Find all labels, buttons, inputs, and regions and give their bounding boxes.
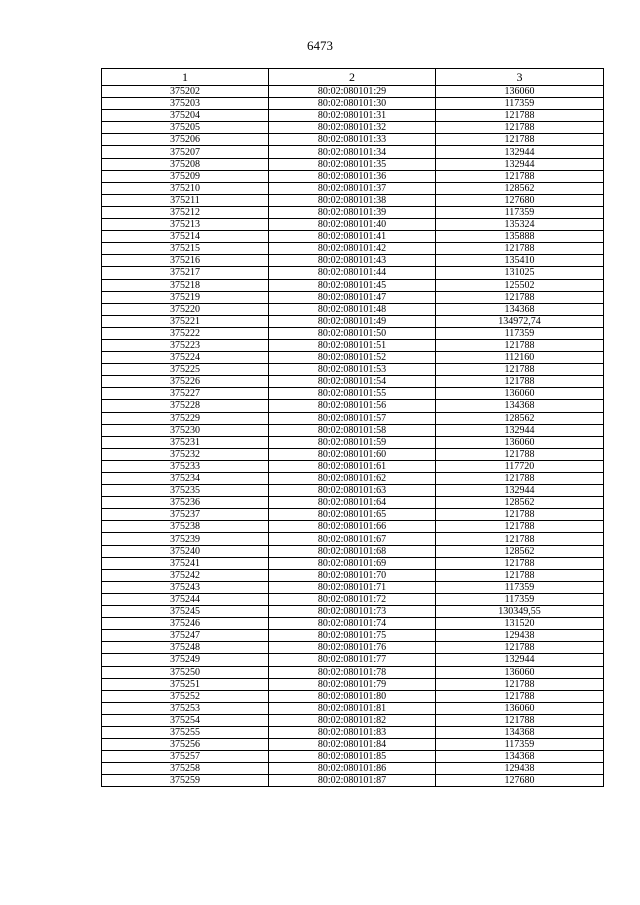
table-cell-col-1: 375214 — [102, 231, 269, 243]
table-row — [102, 690, 604, 702]
table-cell-col-3: 121788 — [436, 509, 604, 521]
table-cell-col-2: 80:02:080101:43 — [269, 255, 436, 267]
table-cell-col-3: 117720 — [436, 460, 604, 472]
table-cell-col-1: 375202 — [102, 86, 269, 98]
table-row — [102, 86, 604, 98]
table-row — [102, 751, 604, 763]
table-cell-col-3: 134368 — [436, 726, 604, 738]
table-cell-col-3: 117359 — [436, 327, 604, 339]
table-cell-col-3: 135410 — [436, 255, 604, 267]
table-row — [102, 219, 604, 231]
table-cell-col-2: 80:02:080101:84 — [269, 739, 436, 751]
table-body — [102, 86, 604, 787]
table-row — [102, 581, 604, 593]
table-cell-col-2: 80:02:080101:74 — [269, 618, 436, 630]
column-header-2: 2 — [269, 69, 436, 86]
table-cell-col-2: 80:02:080101:78 — [269, 666, 436, 678]
table-cell-col-2: 80:02:080101:47 — [269, 291, 436, 303]
table-cell-col-3: 134368 — [436, 303, 604, 315]
table-cell-col-3: 112160 — [436, 352, 604, 364]
table-cell-col-3: 136060 — [436, 388, 604, 400]
table-row — [102, 134, 604, 146]
table-cell-col-3: 127680 — [436, 194, 604, 206]
table-row — [102, 509, 604, 521]
table-cell-col-3: 135324 — [436, 219, 604, 231]
table-row — [102, 545, 604, 557]
table-cell-col-3: 132944 — [436, 654, 604, 666]
table-cell-col-3: 121788 — [436, 122, 604, 134]
table-cell-col-2: 80:02:080101:69 — [269, 557, 436, 569]
table-cell-col-1: 375216 — [102, 255, 269, 267]
table-cell-col-1: 375254 — [102, 714, 269, 726]
table-cell-col-2: 80:02:080101:83 — [269, 726, 436, 738]
table-cell-col-1: 375223 — [102, 339, 269, 351]
table-cell-col-1: 375244 — [102, 593, 269, 605]
table-cell-col-2: 80:02:080101:42 — [269, 243, 436, 255]
table-cell-col-1: 375208 — [102, 158, 269, 170]
table-cell-col-3: 121788 — [436, 557, 604, 569]
table-cell-col-1: 375228 — [102, 400, 269, 412]
table-cell-col-3: 132944 — [436, 485, 604, 497]
table-cell-col-2: 80:02:080101:87 — [269, 775, 436, 787]
table-cell-col-1: 375245 — [102, 606, 269, 618]
table-cell-col-1: 375237 — [102, 509, 269, 521]
table-cell-col-1: 375250 — [102, 666, 269, 678]
table-cell-col-2: 80:02:080101:73 — [269, 606, 436, 618]
table-cell-col-1: 375219 — [102, 291, 269, 303]
table-cell-col-3: 121788 — [436, 690, 604, 702]
table-cell-col-3: 128562 — [436, 497, 604, 509]
table-cell-col-1: 375242 — [102, 569, 269, 581]
table-cell-col-1: 375225 — [102, 364, 269, 376]
table-cell-col-3: 121788 — [436, 376, 604, 388]
table-cell-col-2: 80:02:080101:41 — [269, 231, 436, 243]
table-row — [102, 364, 604, 376]
table-cell-col-1: 375218 — [102, 279, 269, 291]
table-cell-col-3: 128562 — [436, 182, 604, 194]
table-cell-col-2: 80:02:080101:62 — [269, 473, 436, 485]
table-cell-col-1: 375241 — [102, 557, 269, 569]
table-cell-col-1: 375233 — [102, 460, 269, 472]
table-cell-col-2: 80:02:080101:79 — [269, 678, 436, 690]
table-cell-col-3: 121788 — [436, 714, 604, 726]
table-row — [102, 497, 604, 509]
table-row — [102, 606, 604, 618]
table-cell-col-3: 121788 — [436, 364, 604, 376]
table-cell-col-2: 80:02:080101:31 — [269, 110, 436, 122]
table-cell-col-1: 375215 — [102, 243, 269, 255]
table-row — [102, 678, 604, 690]
table-row — [102, 327, 604, 339]
table-cell-col-1: 375221 — [102, 315, 269, 327]
table-cell-col-3: 127680 — [436, 775, 604, 787]
table-row — [102, 122, 604, 134]
table-row — [102, 630, 604, 642]
column-header-3: 3 — [436, 69, 604, 86]
table-row — [102, 739, 604, 751]
table-cell-col-1: 375259 — [102, 775, 269, 787]
table-row — [102, 400, 604, 412]
table-cell-col-3: 131520 — [436, 618, 604, 630]
table-cell-col-3: 129438 — [436, 763, 604, 775]
table-cell-col-3: 121788 — [436, 678, 604, 690]
table-cell-col-3: 136060 — [436, 86, 604, 98]
registry-table — [101, 68, 604, 787]
table-cell-col-3: 132944 — [436, 424, 604, 436]
table-cell-col-2: 80:02:080101:32 — [269, 122, 436, 134]
table-row — [102, 618, 604, 630]
table-row — [102, 388, 604, 400]
table-cell-col-3: 136060 — [436, 436, 604, 448]
table-row — [102, 158, 604, 170]
table-cell-col-2: 80:02:080101:61 — [269, 460, 436, 472]
table-cell-col-2: 80:02:080101:39 — [269, 206, 436, 218]
table-row — [102, 654, 604, 666]
table-cell-col-2: 80:02:080101:56 — [269, 400, 436, 412]
table-row — [102, 110, 604, 122]
table-row — [102, 339, 604, 351]
table-cell-col-2: 80:02:080101:80 — [269, 690, 436, 702]
table-cell-col-2: 80:02:080101:40 — [269, 219, 436, 231]
table-cell-col-1: 375224 — [102, 352, 269, 364]
table-cell-col-3: 121788 — [436, 243, 604, 255]
table-cell-col-2: 80:02:080101:85 — [269, 751, 436, 763]
table-row — [102, 279, 604, 291]
table-row — [102, 291, 604, 303]
table-cell-col-2: 80:02:080101:45 — [269, 279, 436, 291]
table-cell-col-1: 375251 — [102, 678, 269, 690]
table-row — [102, 569, 604, 581]
table-cell-col-1: 375232 — [102, 448, 269, 460]
table-row — [102, 726, 604, 738]
table-cell-col-3: 128562 — [436, 412, 604, 424]
table-cell-col-2: 80:02:080101:38 — [269, 194, 436, 206]
table-cell-col-2: 80:02:080101:49 — [269, 315, 436, 327]
table-cell-col-3: 129438 — [436, 630, 604, 642]
table-cell-col-1: 375217 — [102, 267, 269, 279]
table-cell-col-3: 135888 — [436, 231, 604, 243]
table-row — [102, 424, 604, 436]
table-cell-col-2: 80:02:080101:59 — [269, 436, 436, 448]
table-cell-col-3: 121788 — [436, 521, 604, 533]
table-cell-col-1: 375234 — [102, 473, 269, 485]
table-cell-col-3: 125502 — [436, 279, 604, 291]
table-row — [102, 231, 604, 243]
table-cell-col-3: 121788 — [436, 291, 604, 303]
table-cell-col-3: 121788 — [436, 448, 604, 460]
table-row — [102, 593, 604, 605]
table-cell-col-2: 80:02:080101:54 — [269, 376, 436, 388]
table-cell-col-1: 375255 — [102, 726, 269, 738]
table-cell-col-2: 80:02:080101:58 — [269, 424, 436, 436]
table-cell-col-2: 80:02:080101:72 — [269, 593, 436, 605]
table-cell-col-2: 80:02:080101:55 — [269, 388, 436, 400]
page-number: 6473 — [307, 38, 333, 53]
table-cell-col-3: 117359 — [436, 739, 604, 751]
table-cell-col-1: 375203 — [102, 98, 269, 110]
table-cell-col-2: 80:02:080101:35 — [269, 158, 436, 170]
table-row — [102, 775, 604, 787]
table-cell-col-1: 375249 — [102, 654, 269, 666]
table-cell-col-1: 375240 — [102, 545, 269, 557]
table-cell-col-2: 80:02:080101:65 — [269, 509, 436, 521]
table-cell-col-3: 134368 — [436, 400, 604, 412]
table-cell-col-1: 375204 — [102, 110, 269, 122]
table-cell-col-3: 117359 — [436, 98, 604, 110]
table-cell-col-3: 121788 — [436, 642, 604, 654]
table-cell-col-1: 375258 — [102, 763, 269, 775]
table-cell-col-1: 375256 — [102, 739, 269, 751]
table-row — [102, 267, 604, 279]
table-cell-col-1: 375230 — [102, 424, 269, 436]
table-cell-col-3: 128562 — [436, 545, 604, 557]
table-cell-col-1: 375235 — [102, 485, 269, 497]
table-cell-col-2: 80:02:080101:82 — [269, 714, 436, 726]
table-cell-col-2: 80:02:080101:71 — [269, 581, 436, 593]
table-cell-col-1: 375210 — [102, 182, 269, 194]
table-row — [102, 533, 604, 545]
table-cell-col-1: 375212 — [102, 206, 269, 218]
table-cell-col-1: 375209 — [102, 170, 269, 182]
table-cell-col-3: 136060 — [436, 666, 604, 678]
table-cell-col-3: 136060 — [436, 702, 604, 714]
table-row — [102, 521, 604, 533]
table-cell-col-2: 80:02:080101:63 — [269, 485, 436, 497]
table-cell-col-1: 375206 — [102, 134, 269, 146]
table-cell-col-3: 132944 — [436, 146, 604, 158]
table-row — [102, 243, 604, 255]
table-cell-col-1: 375252 — [102, 690, 269, 702]
table-cell-col-2: 80:02:080101:52 — [269, 352, 436, 364]
table-cell-col-3: 117359 — [436, 206, 604, 218]
table-cell-col-3: 121788 — [436, 134, 604, 146]
table-cell-col-2: 80:02:080101:53 — [269, 364, 436, 376]
table-cell-col-1: 375247 — [102, 630, 269, 642]
table-cell-col-1: 375231 — [102, 436, 269, 448]
table-cell-col-3: 121788 — [436, 110, 604, 122]
table-row — [102, 182, 604, 194]
table-cell-col-1: 375211 — [102, 194, 269, 206]
table-cell-col-3: 121788 — [436, 569, 604, 581]
table-cell-col-3: 121788 — [436, 170, 604, 182]
table-cell-col-2: 80:02:080101:48 — [269, 303, 436, 315]
table-cell-col-2: 80:02:080101:75 — [269, 630, 436, 642]
table-row — [102, 303, 604, 315]
table-cell-col-3: 117359 — [436, 593, 604, 605]
table-cell-col-3: 121788 — [436, 533, 604, 545]
table-cell-col-2: 80:02:080101:44 — [269, 267, 436, 279]
table-cell-col-2: 80:02:080101:60 — [269, 448, 436, 460]
table-cell-col-1: 375222 — [102, 327, 269, 339]
table-cell-col-2: 80:02:080101:77 — [269, 654, 436, 666]
table-row — [102, 170, 604, 182]
table-cell-col-1: 375226 — [102, 376, 269, 388]
table-cell-col-3: 134368 — [436, 751, 604, 763]
table-cell-col-2: 80:02:080101:34 — [269, 146, 436, 158]
table-cell-col-3: 117359 — [436, 581, 604, 593]
table-cell-col-1: 375246 — [102, 618, 269, 630]
table-row — [102, 194, 604, 206]
table-row — [102, 666, 604, 678]
table-row — [102, 448, 604, 460]
table-cell-col-2: 80:02:080101:86 — [269, 763, 436, 775]
column-header-1: 1 — [102, 69, 269, 86]
table-cell-col-3: 132944 — [436, 158, 604, 170]
table-row — [102, 146, 604, 158]
table-cell-col-2: 80:02:080101:57 — [269, 412, 436, 424]
table-cell-col-1: 375253 — [102, 702, 269, 714]
table-row — [102, 412, 604, 424]
table-cell-col-1: 375229 — [102, 412, 269, 424]
table-cell-col-2: 80:02:080101:81 — [269, 702, 436, 714]
table-header-row — [102, 69, 604, 86]
table-cell-col-2: 80:02:080101:51 — [269, 339, 436, 351]
table-cell-col-1: 375257 — [102, 751, 269, 763]
table-cell-col-3: 121788 — [436, 339, 604, 351]
table-cell-col-2: 80:02:080101:66 — [269, 521, 436, 533]
table-row — [102, 642, 604, 654]
table-cell-col-2: 80:02:080101:64 — [269, 497, 436, 509]
table-cell-col-1: 375238 — [102, 521, 269, 533]
table-cell-col-3: 134972,74 — [436, 315, 604, 327]
table-row — [102, 436, 604, 448]
table-cell-col-3: 121788 — [436, 473, 604, 485]
table-row — [102, 460, 604, 472]
table-cell-col-1: 375213 — [102, 219, 269, 231]
table-row — [102, 206, 604, 218]
table-cell-col-2: 80:02:080101:36 — [269, 170, 436, 182]
table-cell-col-1: 375207 — [102, 146, 269, 158]
table-cell-col-2: 80:02:080101:70 — [269, 569, 436, 581]
table-row — [102, 255, 604, 267]
table-cell-col-3: 131025 — [436, 267, 604, 279]
table-cell-col-1: 375248 — [102, 642, 269, 654]
table-row — [102, 557, 604, 569]
table-row — [102, 473, 604, 485]
table-row — [102, 376, 604, 388]
table-cell-col-1: 375220 — [102, 303, 269, 315]
table-cell-col-2: 80:02:080101:37 — [269, 182, 436, 194]
table-row — [102, 485, 604, 497]
table-row — [102, 98, 604, 110]
table-cell-col-2: 80:02:080101:68 — [269, 545, 436, 557]
table-row — [102, 714, 604, 726]
table-cell-col-2: 80:02:080101:33 — [269, 134, 436, 146]
table-cell-col-2: 80:02:080101:76 — [269, 642, 436, 654]
table-cell-col-1: 375236 — [102, 497, 269, 509]
table-cell-col-1: 375243 — [102, 581, 269, 593]
table-row — [102, 763, 604, 775]
table-cell-col-3: 130349,55 — [436, 606, 604, 618]
table-cell-col-2: 80:02:080101:50 — [269, 327, 436, 339]
table-row — [102, 315, 604, 327]
table-cell-col-2: 80:02:080101:30 — [269, 98, 436, 110]
table-cell-col-1: 375205 — [102, 122, 269, 134]
table-row — [102, 352, 604, 364]
table-cell-col-1: 375239 — [102, 533, 269, 545]
table-cell-col-1: 375227 — [102, 388, 269, 400]
table-row — [102, 702, 604, 714]
table-cell-col-2: 80:02:080101:67 — [269, 533, 436, 545]
table-cell-col-2: 80:02:080101:29 — [269, 86, 436, 98]
